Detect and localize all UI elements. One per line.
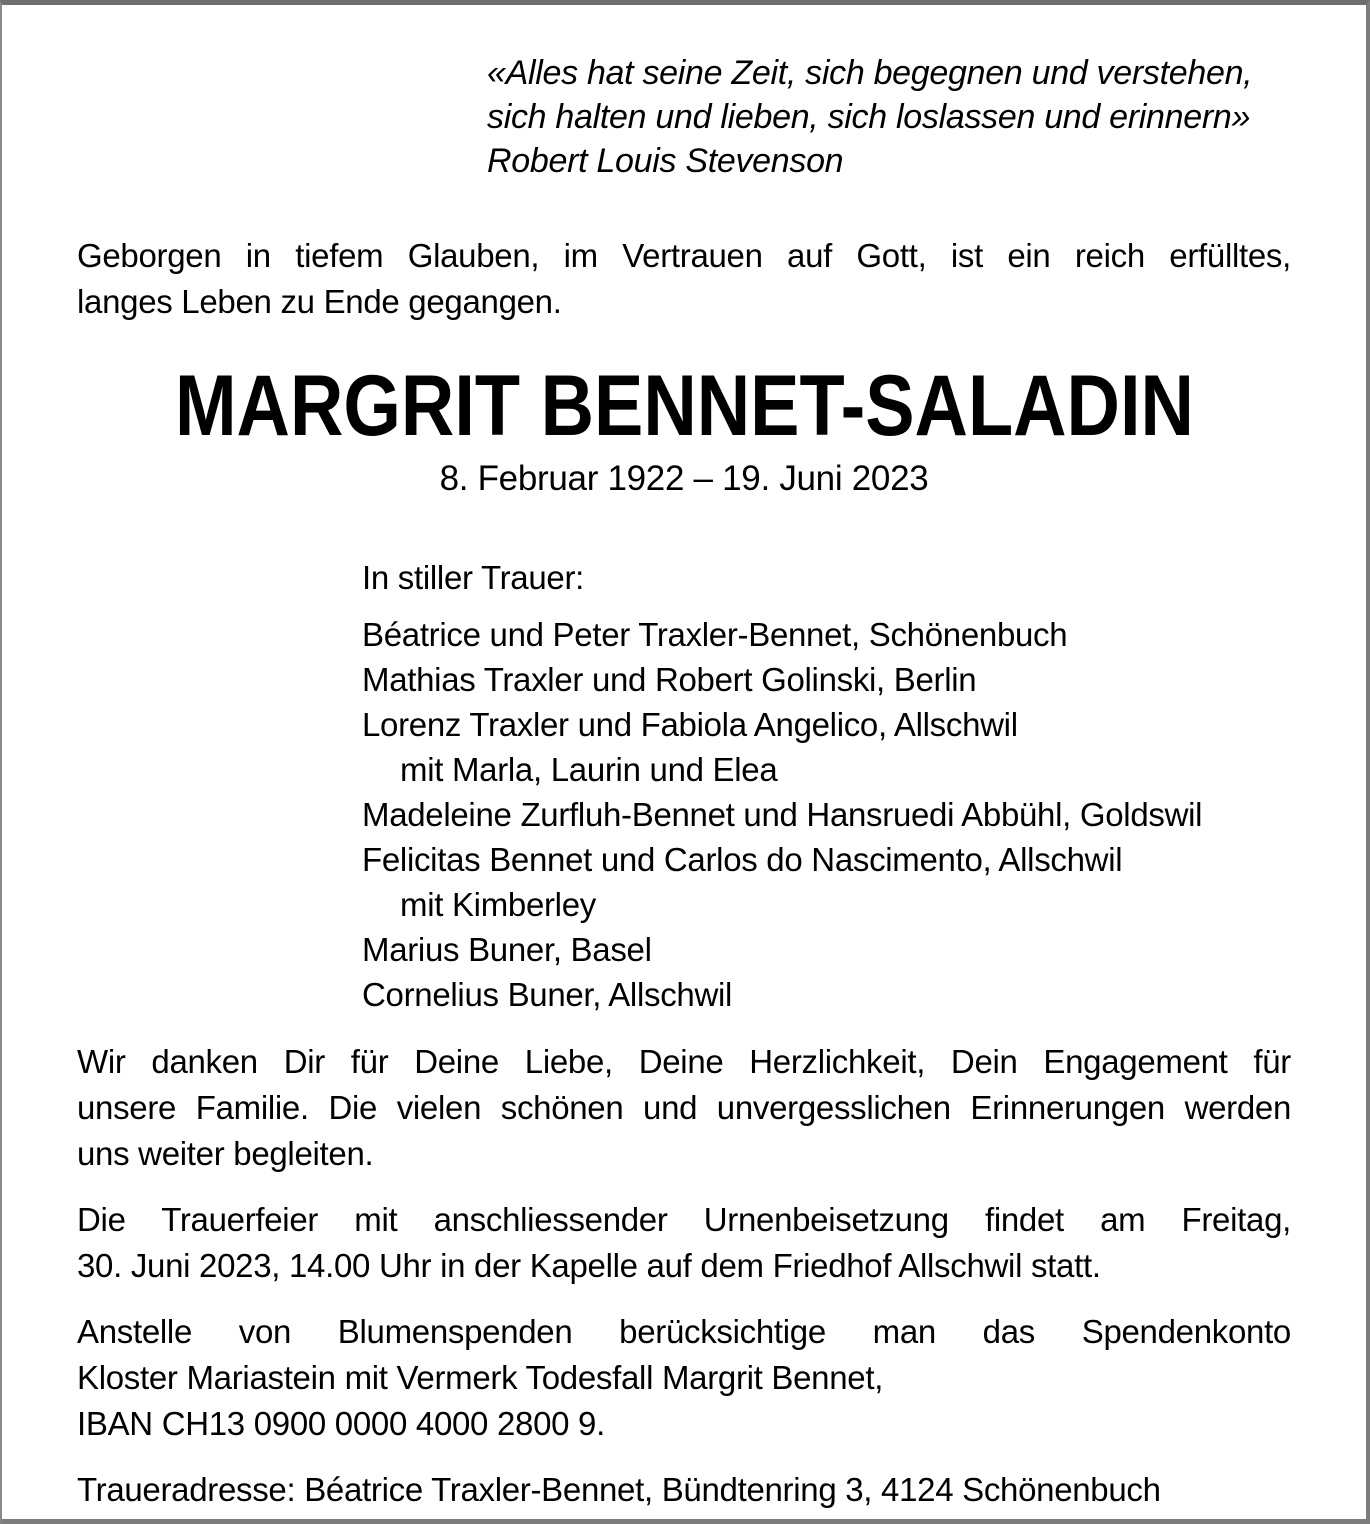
intro-line: Geborgen in tiefem Glauben, im Vertrauen auf Gott, ist ein reich erfülltes, bbox=[77, 237, 1291, 274]
funeral-line: 30. Juni 2023, 14.00 Uhr in der Kapelle auf dem Friedhof Allschwil statt. bbox=[77, 1247, 1101, 1284]
life-dates: 8. Februar 1922 – 19. Juni 2023 bbox=[439, 459, 929, 498]
mourners-heading: In stiller Trauer: bbox=[362, 559, 585, 596]
donation-iban-line: IBAN CH13 0900 0000 4000 2800 9. bbox=[77, 1405, 605, 1442]
mourner-line: Cornelius Buner, Allschwil bbox=[362, 976, 733, 1013]
donation-line: Anstelle von Blumenspenden berücksichtige man das Spendenkonto bbox=[77, 1313, 1291, 1350]
mourner-line: Madeleine Zurfluh-Bennet und Hansruedi Abbühl, Goldswil bbox=[362, 796, 1203, 833]
quote-block bbox=[487, 51, 1291, 183]
thanks-paragraph bbox=[77, 1039, 1291, 1177]
donation-line: Kloster Mariastein mit Vermerk Todesfall Margrit Bennet, bbox=[77, 1359, 884, 1396]
funeral-line: Die Trauerfeier mit anschliessender Urnenbeisetzung findet am Freitag, bbox=[77, 1201, 1291, 1238]
intro-line: langes Leben zu Ende gegangen. bbox=[77, 283, 562, 320]
trauer-address-line: Traueradresse: Béatrice Traxler-Bennet, Bündtenring 3, 4124 Schönenbuch bbox=[77, 1471, 1161, 1508]
intro-paragraph bbox=[77, 233, 1291, 325]
thanks-line: Wir danken Dir für Deine Liebe, Deine Herzlichkeit, Dein Engagement für bbox=[77, 1043, 1291, 1080]
funeral-paragraph bbox=[77, 1197, 1291, 1289]
deceased-name-text: MARGRIT BENNET-SALADIN bbox=[174, 358, 1194, 454]
quote-line: sich halten und lieben, sich loslassen und erinnern» bbox=[487, 98, 1251, 136]
quote-line: «Alles hat seine Zeit, sich begegnen und verstehen, bbox=[487, 54, 1253, 92]
mourner-line: Felicitas Bennet und Carlos do Nascimento, Allschwil bbox=[362, 841, 1123, 878]
thanks-line: uns weiter begleiten. bbox=[77, 1135, 374, 1172]
deceased-name bbox=[77, 358, 1291, 454]
mourner-line: Lorenz Traxler und Fabiola Angelico, Allschwil bbox=[362, 706, 1018, 743]
mourner-line-grandchildren: mit Marla, Laurin und Elea bbox=[400, 751, 778, 788]
mourner-line: Béatrice und Peter Traxler-Bennet, Schönenbuch bbox=[362, 616, 1068, 653]
thanks-line: unsere Familie. Die vielen schönen und unvergesslichen Erinnerungen werden bbox=[77, 1089, 1291, 1126]
mourner-line: Marius Buner, Basel bbox=[362, 931, 652, 968]
mourner-line: Mathias Traxler und Robert Golinski, Berlin bbox=[362, 661, 977, 698]
quote-attribution: Robert Louis Stevenson bbox=[487, 142, 844, 180]
mourners-list bbox=[362, 612, 1291, 1017]
donation-paragraph bbox=[77, 1309, 1291, 1447]
mourner-line-grandchildren: mit Kimberley bbox=[400, 886, 596, 923]
